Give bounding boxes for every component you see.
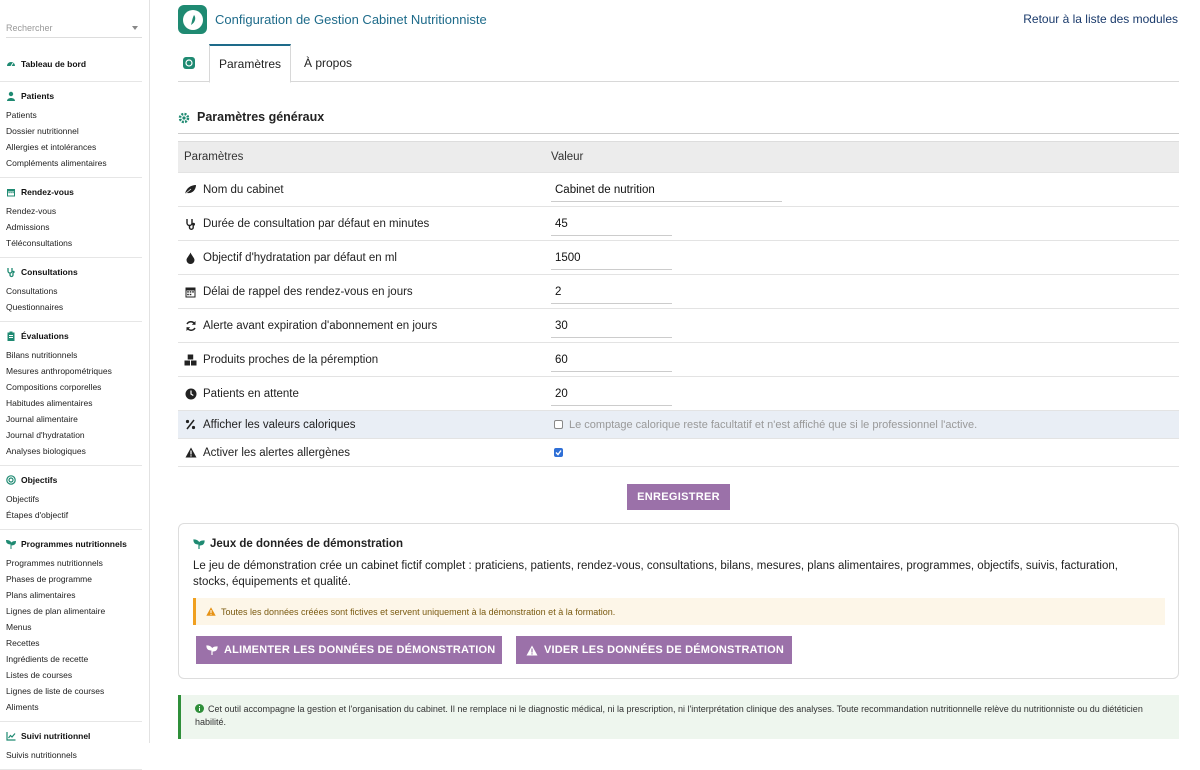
sidebar-section-title: Objectifs — [21, 475, 58, 485]
sidebar-section-header[interactable] — [0, 88, 142, 104]
sidebar-item[interactable]: Programmes nutritionnels — [6, 558, 103, 568]
demo-description: Le jeu de démonstration crée un cabinet fictif complet : praticiens, patients, rendez-vous, consultations, bilans, mesures, plans alimentaires, programmes, objectifs, suivis, facturation, stocks, équipements et qualité. — [193, 560, 1118, 588]
demo-data-card — [178, 523, 1179, 679]
parameters-table — [178, 141, 1179, 467]
gear-icon — [178, 112, 190, 124]
sidebar-section-title: Évaluations — [21, 331, 69, 341]
sidebar-item[interactable]: Aliments — [6, 702, 39, 712]
param-value-input[interactable]: 30 — [551, 314, 672, 338]
target-icon — [6, 475, 16, 485]
tab-bar — [178, 44, 1179, 82]
sidebar-item[interactable]: Étapes d'objectif — [6, 510, 69, 520]
param-label: Produits proches de la péremption — [203, 353, 379, 366]
table-row — [178, 173, 1179, 207]
gauge-icon — [6, 59, 16, 69]
sidebar-item[interactable]: Analyses biologiques — [6, 446, 86, 456]
table-row-allergenes — [178, 439, 1179, 467]
sidebar-item[interactable]: Menus — [6, 622, 32, 632]
sidebar-item[interactable]: Allergies et intolérances — [6, 142, 97, 152]
demo-title: Jeux de données de démonstration — [210, 538, 403, 550]
sidebar-item[interactable]: Phases de programme — [6, 574, 92, 584]
table-row-calorique — [178, 411, 1179, 439]
clipboard-icon — [6, 331, 16, 341]
sidebar-section-header[interactable] — [0, 184, 142, 200]
sidebar-item[interactable]: Compléments alimentaires — [6, 158, 107, 168]
sidebar-section-title: Programmes nutritionnels — [21, 539, 127, 549]
param-value-input[interactable]: 1500 — [551, 246, 672, 270]
param-label: Durée de consultation par défaut en minutes — [203, 217, 430, 230]
sidebar — [0, 0, 150, 760]
percent-icon — [184, 418, 197, 431]
table-row — [178, 275, 1179, 309]
sidebar-item[interactable]: Listes de courses — [6, 670, 73, 680]
section-header — [178, 110, 1179, 134]
droplet-icon — [184, 251, 197, 264]
calendar-icon — [6, 187, 16, 197]
sidebar-item[interactable]: Admissions — [6, 222, 50, 232]
param-label: Alerte avant expiration d'abonnement en jours — [203, 319, 438, 332]
column-header-parametres: Paramètres — [184, 151, 244, 163]
sidebar-item[interactable]: Rendez-vous — [6, 206, 57, 216]
sidebar-item[interactable]: Mesures anthropométriques — [6, 366, 112, 376]
sidebar-section-header[interactable] — [0, 472, 142, 488]
fill-demo-data-label: ALIMENTER LES DONNÉES DE DÉMONSTRATION — [224, 644, 496, 656]
seedling-icon — [193, 538, 205, 550]
param-label: Patients en attente — [203, 387, 299, 400]
sidebar-section — [0, 722, 142, 770]
table-row — [178, 377, 1179, 411]
chevron-down-icon[interactable] — [132, 26, 138, 30]
param-label: Délai de rappel des rendez-vous en jours — [203, 285, 413, 298]
warning-icon — [184, 446, 197, 459]
tab-parametres[interactable]: Paramètres — [209, 44, 291, 83]
param-value-input[interactable]: 20 — [551, 382, 672, 406]
sidebar-item[interactable]: Consultations — [6, 286, 58, 296]
app-logo-icon — [178, 5, 207, 34]
table-header — [178, 141, 1179, 173]
warning-icon — [206, 607, 216, 617]
caloric-note: Le comptage calorique reste facultatif et n'est affiché que si le professionnel l'active. — [569, 418, 978, 431]
table-row — [178, 343, 1179, 377]
caloric-checkbox[interactable] — [554, 420, 563, 429]
chart-line-icon — [6, 731, 16, 741]
sidebar-section — [0, 466, 142, 530]
allergen-checkbox[interactable] — [554, 448, 563, 457]
sidebar-item[interactable]: Lignes de plan alimentaire — [6, 606, 106, 616]
warning-icon — [526, 644, 538, 656]
seedling-icon — [206, 644, 218, 656]
sidebar-item[interactable]: Journal alimentaire — [6, 414, 78, 424]
sidebar-item[interactable]: Bilans nutritionnels — [6, 350, 78, 360]
stethoscope-icon — [6, 267, 16, 277]
sidebar-section-title: Rendez-vous — [21, 187, 74, 197]
sidebar-section-title: Tableau de bord — [21, 59, 87, 69]
sidebar-section-header[interactable] — [0, 328, 142, 344]
sidebar-section — [0, 50, 142, 82]
sidebar-item[interactable]: Dossier nutritionnel — [6, 126, 79, 136]
param-value-input[interactable]: Cabinet de nutrition — [551, 178, 782, 202]
param-label: Nom du cabinet — [203, 183, 284, 196]
sidebar-nav — [0, 50, 150, 770]
warning-text: Toutes les données créées sont fictives et servent uniquement à la démonstration et à la formation. — [221, 606, 616, 617]
refresh-icon — [184, 319, 197, 332]
param-label: Afficher les valeurs caloriques — [203, 418, 356, 431]
sidebar-section-title: Suivi nutritionnel — [21, 731, 91, 741]
save-button[interactable]: ENREGISTRER — [627, 484, 730, 510]
sidebar-item[interactable]: Suivis nutritionnels — [6, 750, 77, 760]
boxes-icon — [184, 353, 197, 366]
param-value-input[interactable]: 60 — [551, 348, 672, 372]
page-title: Configuration de Gestion Cabinet Nutritionniste — [215, 12, 487, 27]
user-icon — [6, 91, 16, 101]
sidebar-section — [0, 178, 142, 258]
back-to-modules-link[interactable]: Retour à la liste des modules — [1023, 12, 1178, 26]
sidebar-item[interactable]: Journal d'hydratation — [6, 430, 85, 440]
sidebar-section-header[interactable] — [0, 728, 142, 744]
clear-demo-data-label: VIDER LES DONNÉES DE DÉMONSTRATION — [544, 644, 785, 656]
sidebar-section — [0, 82, 142, 178]
sidebar-item[interactable]: Compositions corporelles — [6, 382, 102, 392]
table-row — [178, 207, 1179, 241]
sidebar-section-title: Consultations — [21, 267, 78, 277]
sidebar-section — [0, 258, 142, 322]
sidebar-item[interactable]: Téléconsultations — [6, 238, 73, 248]
column-header-valeur: Valeur — [551, 151, 584, 163]
sidebar-item[interactable]: Plans alimentaires — [6, 590, 76, 600]
sidebar-section — [0, 322, 142, 466]
calendar-icon — [184, 285, 197, 298]
sidebar-section-title: Patients — [21, 91, 55, 101]
sidebar-section-header[interactable] — [0, 264, 142, 280]
param-label: Activer les alertes allergènes — [203, 446, 351, 459]
search-input[interactable] — [6, 18, 142, 38]
seedling-icon — [6, 539, 16, 549]
sidebar-item[interactable]: Patients — [6, 110, 37, 120]
sidebar-section-header[interactable] — [0, 56, 142, 72]
section-title: Paramètres généraux — [197, 110, 325, 124]
sidebar-item[interactable]: Lignes de liste de courses — [6, 686, 105, 696]
sidebar-section — [0, 530, 142, 722]
tab-a-propos[interactable]: À propos — [304, 56, 353, 70]
sidebar-item[interactable]: Objectifs — [6, 494, 40, 504]
sidebar-item[interactable]: Questionnaires — [6, 302, 64, 312]
table-row — [178, 309, 1179, 343]
info-banner — [178, 695, 1179, 739]
warning-banner — [193, 598, 1165, 625]
sidebar-item[interactable]: Habitudes alimentaires — [6, 398, 93, 408]
table-row — [178, 241, 1179, 275]
fill-demo-data-button[interactable] — [196, 636, 502, 664]
clock-icon — [184, 387, 197, 400]
sidebar-item[interactable]: Ingrédients de recette — [6, 654, 89, 664]
info-icon — [195, 704, 204, 713]
clear-demo-data-button[interactable] — [516, 636, 792, 664]
info-text: Cet outil accompagne la gestion et l'organisation du cabinet. Il ne remplace ni le diagnostic médical, ni la prescription, ni l'interprétation clinique des analyses. Toute recommandation nutritionnelle relève du nutritionniste ou du diététicien habilité. — [195, 704, 1143, 727]
param-label: Objectif d'hydratation par défaut en ml — [203, 251, 397, 264]
module-icon — [183, 57, 195, 69]
stethoscope-icon — [184, 217, 197, 230]
sidebar-item[interactable]: Recettes — [6, 638, 40, 648]
tab-module-icon[interactable] — [178, 44, 200, 82]
search-placeholder: Rechercher — [6, 22, 53, 33]
leaf-icon — [184, 183, 197, 196]
param-value-input[interactable]: 2 — [551, 280, 672, 304]
sidebar-section-header[interactable] — [0, 536, 142, 552]
param-value-input[interactable]: 45 — [551, 212, 672, 236]
